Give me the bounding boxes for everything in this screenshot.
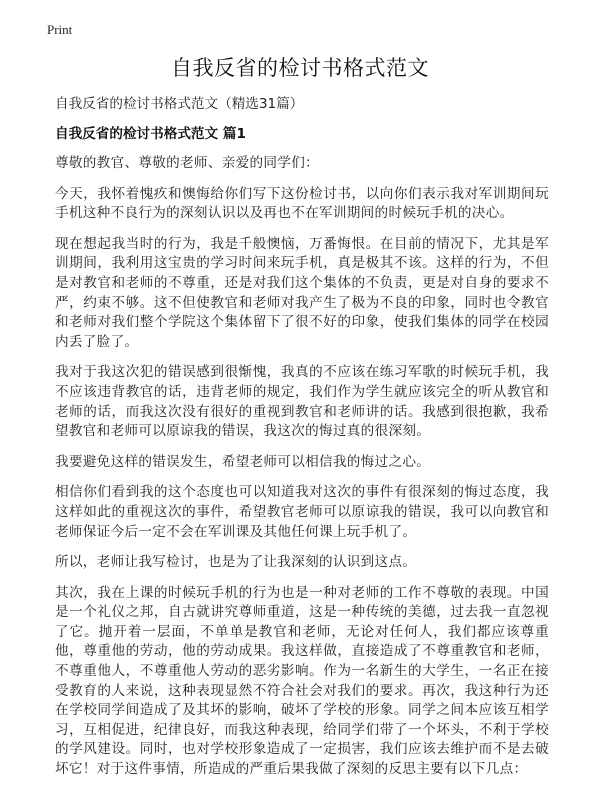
document-title: 自我反省的检讨书格式范文 (171, 56, 429, 80)
paragraph: 今天，我怀着愧疚和懊悔给你们写下这份检讨书，以向你们表示我对军训期间玩手机这种不良行为的深刻认识以及再也不在军训期间的时候玩手机的决心。 (55, 185, 549, 222)
paragraph: 其次，我在上课的时候玩手机的行为也是一种对老师的工作不尊敬的表现。中国是一个礼仪之邦，自古就讲究尊师重道，这是一种传统的美德，过去我一直忽视了它。抛开着一层面，不单单是教官和老师，无论对任何人，我们都应该尊重他，尊重他的劳动，他的劳动成果。我这样做，直接造成了不尊重教官和老师，不尊重他人，不尊重他人劳动的恶劣影响。作为一名新生的大学生，一名正在接受教育的人来说，这种表现显然不符合社会对我们的要求。再次，我这种行为还在学校同学间造成了及其坏的影响，破坏了学校的形象。同学之间本应该互相学习，互相促进，纪律良好，而我这种表现，给同学们带了一个坏头，不利于学校的学风建设。同时，也对学校形象造成了一定损害，我们应该去维护而不是去破坏它！对于这件事情，所造成的严重后果我做了深刻的反思主要有以下几点： (55, 584, 549, 778)
paragraph: 所以，老师让我写检讨，也是为了让我深刻的认识到这点。 (55, 554, 417, 571)
print-link[interactable]: Print (47, 22, 73, 37)
paragraph: 我要避免这样的错误发生，希望老师可以相信我的悔过之心。 (55, 453, 431, 470)
document-body (55, 94, 549, 791)
paragraph: 相信你们看到我的这个态度也可以知道我对这次的事件有很深刻的悔过态度，我这样如此的重视这次的事件，希望教官老师可以原谅我的错误，我可以向教官和老师保证今后一定不会在军训课及其他任何课上玩手机了。 (55, 484, 549, 540)
paragraph-salutation: 尊敬的教官、尊敬的老师、亲爱的同学们： (55, 155, 319, 171)
section-heading: 自我反省的检讨书格式范文 篇1 (55, 126, 246, 142)
paragraph: 现在想起我当时的行为，我是千般懊恼，万番悔恨。在目前的情况下，尤其是军训期间，我利用这宝贵的学习时间来玩手机，真是极其不该。这样的行为，不但是对教官和老师的不尊重，还是对我们这个集体的不负责，更是对自身的要求不严，约束不够。这不但使教官和老师对我产生了极为不良的印象，同时也令教官和老师对我们整个学院这个集体留下了很不好的印象，使我们集体的同学在校园内丢了脸了。 (55, 235, 549, 350)
paragraph: 我对于我这次犯的错误感到很惭愧，我真的不应该在练习军歌的时候玩手机，我不应该违背教官的话，违背老师的规定，我们作为学生就应该完全的听从教官和老师的话，而我这次没有很好的重视到教官和老师讲的话。我感到很抱歉，我希望教官和老师可以原谅我的错误，我这次的悔过真的很深刻。 (55, 364, 549, 440)
document-subtitle: 自我反省的检讨书格式范文（精选31篇） (55, 96, 304, 112)
